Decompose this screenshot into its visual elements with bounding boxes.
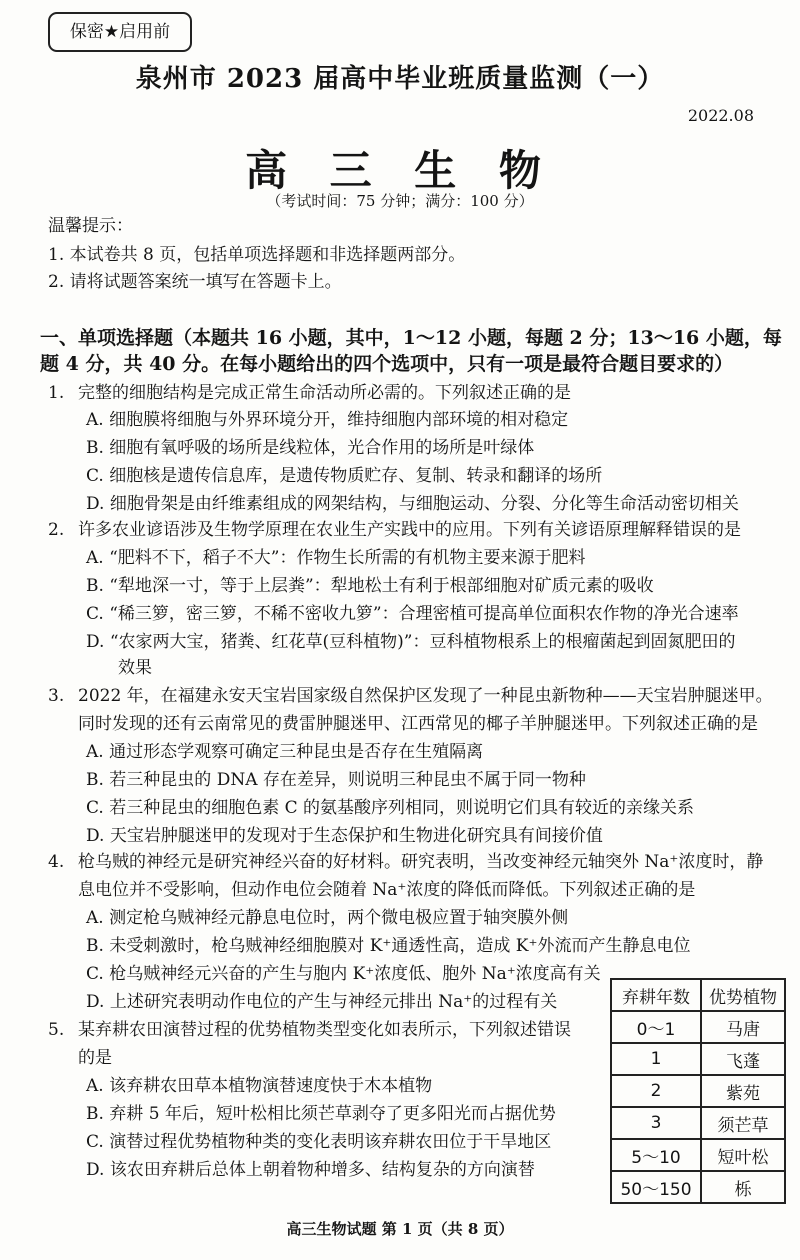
q2-option-b: B. “犁地深一寸，等于上层粪”：犁地松土有利于根部细胞对矿质元素的吸收 xyxy=(86,576,654,596)
subject-title: 高 三 生 物 xyxy=(245,146,555,195)
section-heading: 一、单项选择题（本题共 16 小题，其中，1～12 小题，每题 2 分；13～16 小题，每 xyxy=(40,327,782,349)
confidential-stamp: 保密★启用前 xyxy=(48,12,192,52)
q3-option-b: B. 若三种昆虫的 DNA 存在差异，则说明三种昆虫不属于同一物种 xyxy=(86,770,586,790)
table-row xyxy=(611,1075,785,1107)
exam-title: 泉州市 2023 届高中毕业班质量监测（一） xyxy=(135,64,665,94)
table-row xyxy=(611,1139,785,1171)
table-cell: 3 xyxy=(611,1107,701,1139)
tips-heading: 温馨提示： xyxy=(48,216,133,236)
exam-date: 2022.08 xyxy=(687,106,754,125)
table-cell: 须芒草 xyxy=(701,1107,785,1139)
q2-option-d-cont: 效果 xyxy=(118,658,152,678)
table-row xyxy=(611,1043,785,1075)
table-row xyxy=(611,1107,785,1139)
q3-option-d: D. 天宝岩肿腿迷甲的发现对于生态保护和生物进化研究具有间接价值 xyxy=(86,826,603,846)
table-cell: 1 xyxy=(611,1043,701,1075)
question-number: 4. xyxy=(48,852,65,872)
succession-table xyxy=(610,978,786,1204)
table-cell: 2 xyxy=(611,1075,701,1107)
q1-option-b: B. 细胞有氧呼吸的场所是线粒体，光合作用的场所是叶绿体 xyxy=(86,438,535,458)
question-number: 3. xyxy=(48,686,65,706)
q4-option-d: D. 上述研究表明动作电位的产生与神经元排出 Na⁺的过程有关 xyxy=(86,992,558,1012)
question-5-stem-cont: 的是 xyxy=(78,1048,112,1068)
table-cell: 50～150 xyxy=(611,1171,701,1203)
q1-option-c: C. 细胞核是遗传信息库，是遗传物质贮存、复制、转录和翻译的场所 xyxy=(86,466,603,486)
question-1-stem: 1. 完整的细胞结构是完成正常生命活动所必需的。下列叙述正确的是 xyxy=(48,383,571,403)
q2-option-a: A. “肥料不下，稻子不大”：作物生长所需的有机物主要来源于肥料 xyxy=(86,548,586,568)
question-number: 2. xyxy=(48,520,65,540)
table-cell: 马唐 xyxy=(701,1011,785,1043)
table-header-row xyxy=(611,979,785,1011)
q5-option-b: B. 弃耕 5 年后，短叶松相比须芒草剥夺了更多阳光而占据优势 xyxy=(86,1104,556,1124)
q1-option-d: D. 细胞骨架是由纤维素组成的网架结构，与细胞运动、分裂、分化等生命活动密切相关 xyxy=(86,494,739,514)
q5-option-a: A. 该弃耕农田草本植物演替速度快于木本植物 xyxy=(86,1076,433,1096)
q3-option-a: A. 通过形态学观察可确定三种昆虫是否存在生殖隔离 xyxy=(86,742,484,762)
table-cell: 0～1 xyxy=(611,1011,701,1043)
page-footer: 高三生物试题 第 1 页（共 8 页） xyxy=(286,1220,514,1238)
tip-item: 2. 请将试题答案统一填写在答题卡上。 xyxy=(48,272,342,292)
table-cell: 短叶松 xyxy=(701,1139,785,1171)
question-4-stem-cont: 息电位并不受影响，但动作电位会随着 Na⁺浓度的降低而降低。下列叙述正确的是 xyxy=(78,880,696,900)
q1-option-a: A. 细胞膜将细胞与外界环境分开，维持细胞内部环境的相对稳定 xyxy=(86,410,569,430)
q4-option-c: C. 枪乌贼神经元兴奋的产生与胞内 K⁺浓度低、胞外 Na⁺浓度高有关 xyxy=(86,964,601,984)
table-row xyxy=(611,1011,785,1043)
q4-option-a: A. 测定枪乌贼神经元静息电位时，两个微电极应置于轴突膜外侧 xyxy=(86,908,569,928)
q5-option-c: C. 演替过程优势植物种类的变化表明该弃耕农田位于干旱地区 xyxy=(86,1132,552,1152)
table-row xyxy=(611,1171,785,1203)
exam-info: （考试时间：75 分钟；满分：100 分） xyxy=(266,192,534,210)
q2-option-d: D. “农家两大宝，猪粪、红花草(豆科植物)”：豆科植物根系上的根瘤菌起到固氮肥田的 xyxy=(86,632,736,652)
question-3-stem: 3. 2022 年，在福建永安天宝岩国家级自然保护区发现了一种昆虫新物种——天宝岩肿腿迷甲。 xyxy=(48,686,773,706)
table-header: 优势植物 xyxy=(701,979,785,1011)
table-cell: 飞蓬 xyxy=(701,1043,785,1075)
table-header: 弃耕年数 xyxy=(611,979,701,1011)
q3-option-c: C. 若三种昆虫的细胞色素 C 的氨基酸序列相同，则说明它们具有较近的亲缘关系 xyxy=(86,798,695,818)
question-2-stem: 2. 许多农业谚语涉及生物学原理在农业生产实践中的应用。下列有关谚语原理解释错误的是 xyxy=(48,520,741,540)
q2-option-c: C. “稀三箩，密三箩，不稀不密收九箩”：合理密植可提高单位面积农作物的净光合速率 xyxy=(86,604,739,624)
section-heading-cont: 题 4 分，共 40 分。在每小题给出的四个选项中，只有一项是最符合题目要求的） xyxy=(40,353,734,375)
question-number: 5. xyxy=(48,1020,65,1040)
question-3-stem-cont: 同时发现的还有云南常见的费雷肿腿迷甲、江西常见的椰子羊肿腿迷甲。下列叙述正确的是 xyxy=(78,714,758,734)
table-cell: 5～10 xyxy=(611,1139,701,1171)
tip-item: 1. 本试卷共 8 页，包括单项选择题和非选择题两部分。 xyxy=(48,245,466,265)
question-4-stem: 4. 枪乌贼的神经元是研究神经兴奋的好材料。研究表明，当改变神经元轴突外 Na⁺浓度时，静 xyxy=(48,852,764,872)
table-cell: 紫苑 xyxy=(701,1075,785,1107)
q5-option-d: D. 该农田弃耕后总体上朝着物种增多、结构复杂的方向演替 xyxy=(86,1160,535,1180)
q4-option-b: B. 未受刺激时，枪乌贼神经细胞膜对 K⁺通透性高，造成 K⁺外流而产生静息电位 xyxy=(86,936,691,956)
table-cell: 栎 xyxy=(701,1171,785,1203)
question-number: 1. xyxy=(48,383,65,403)
question-5-stem: 5. 某弃耕农田演替过程的优势植物类型变化如表所示，下列叙述错误 xyxy=(48,1020,571,1040)
